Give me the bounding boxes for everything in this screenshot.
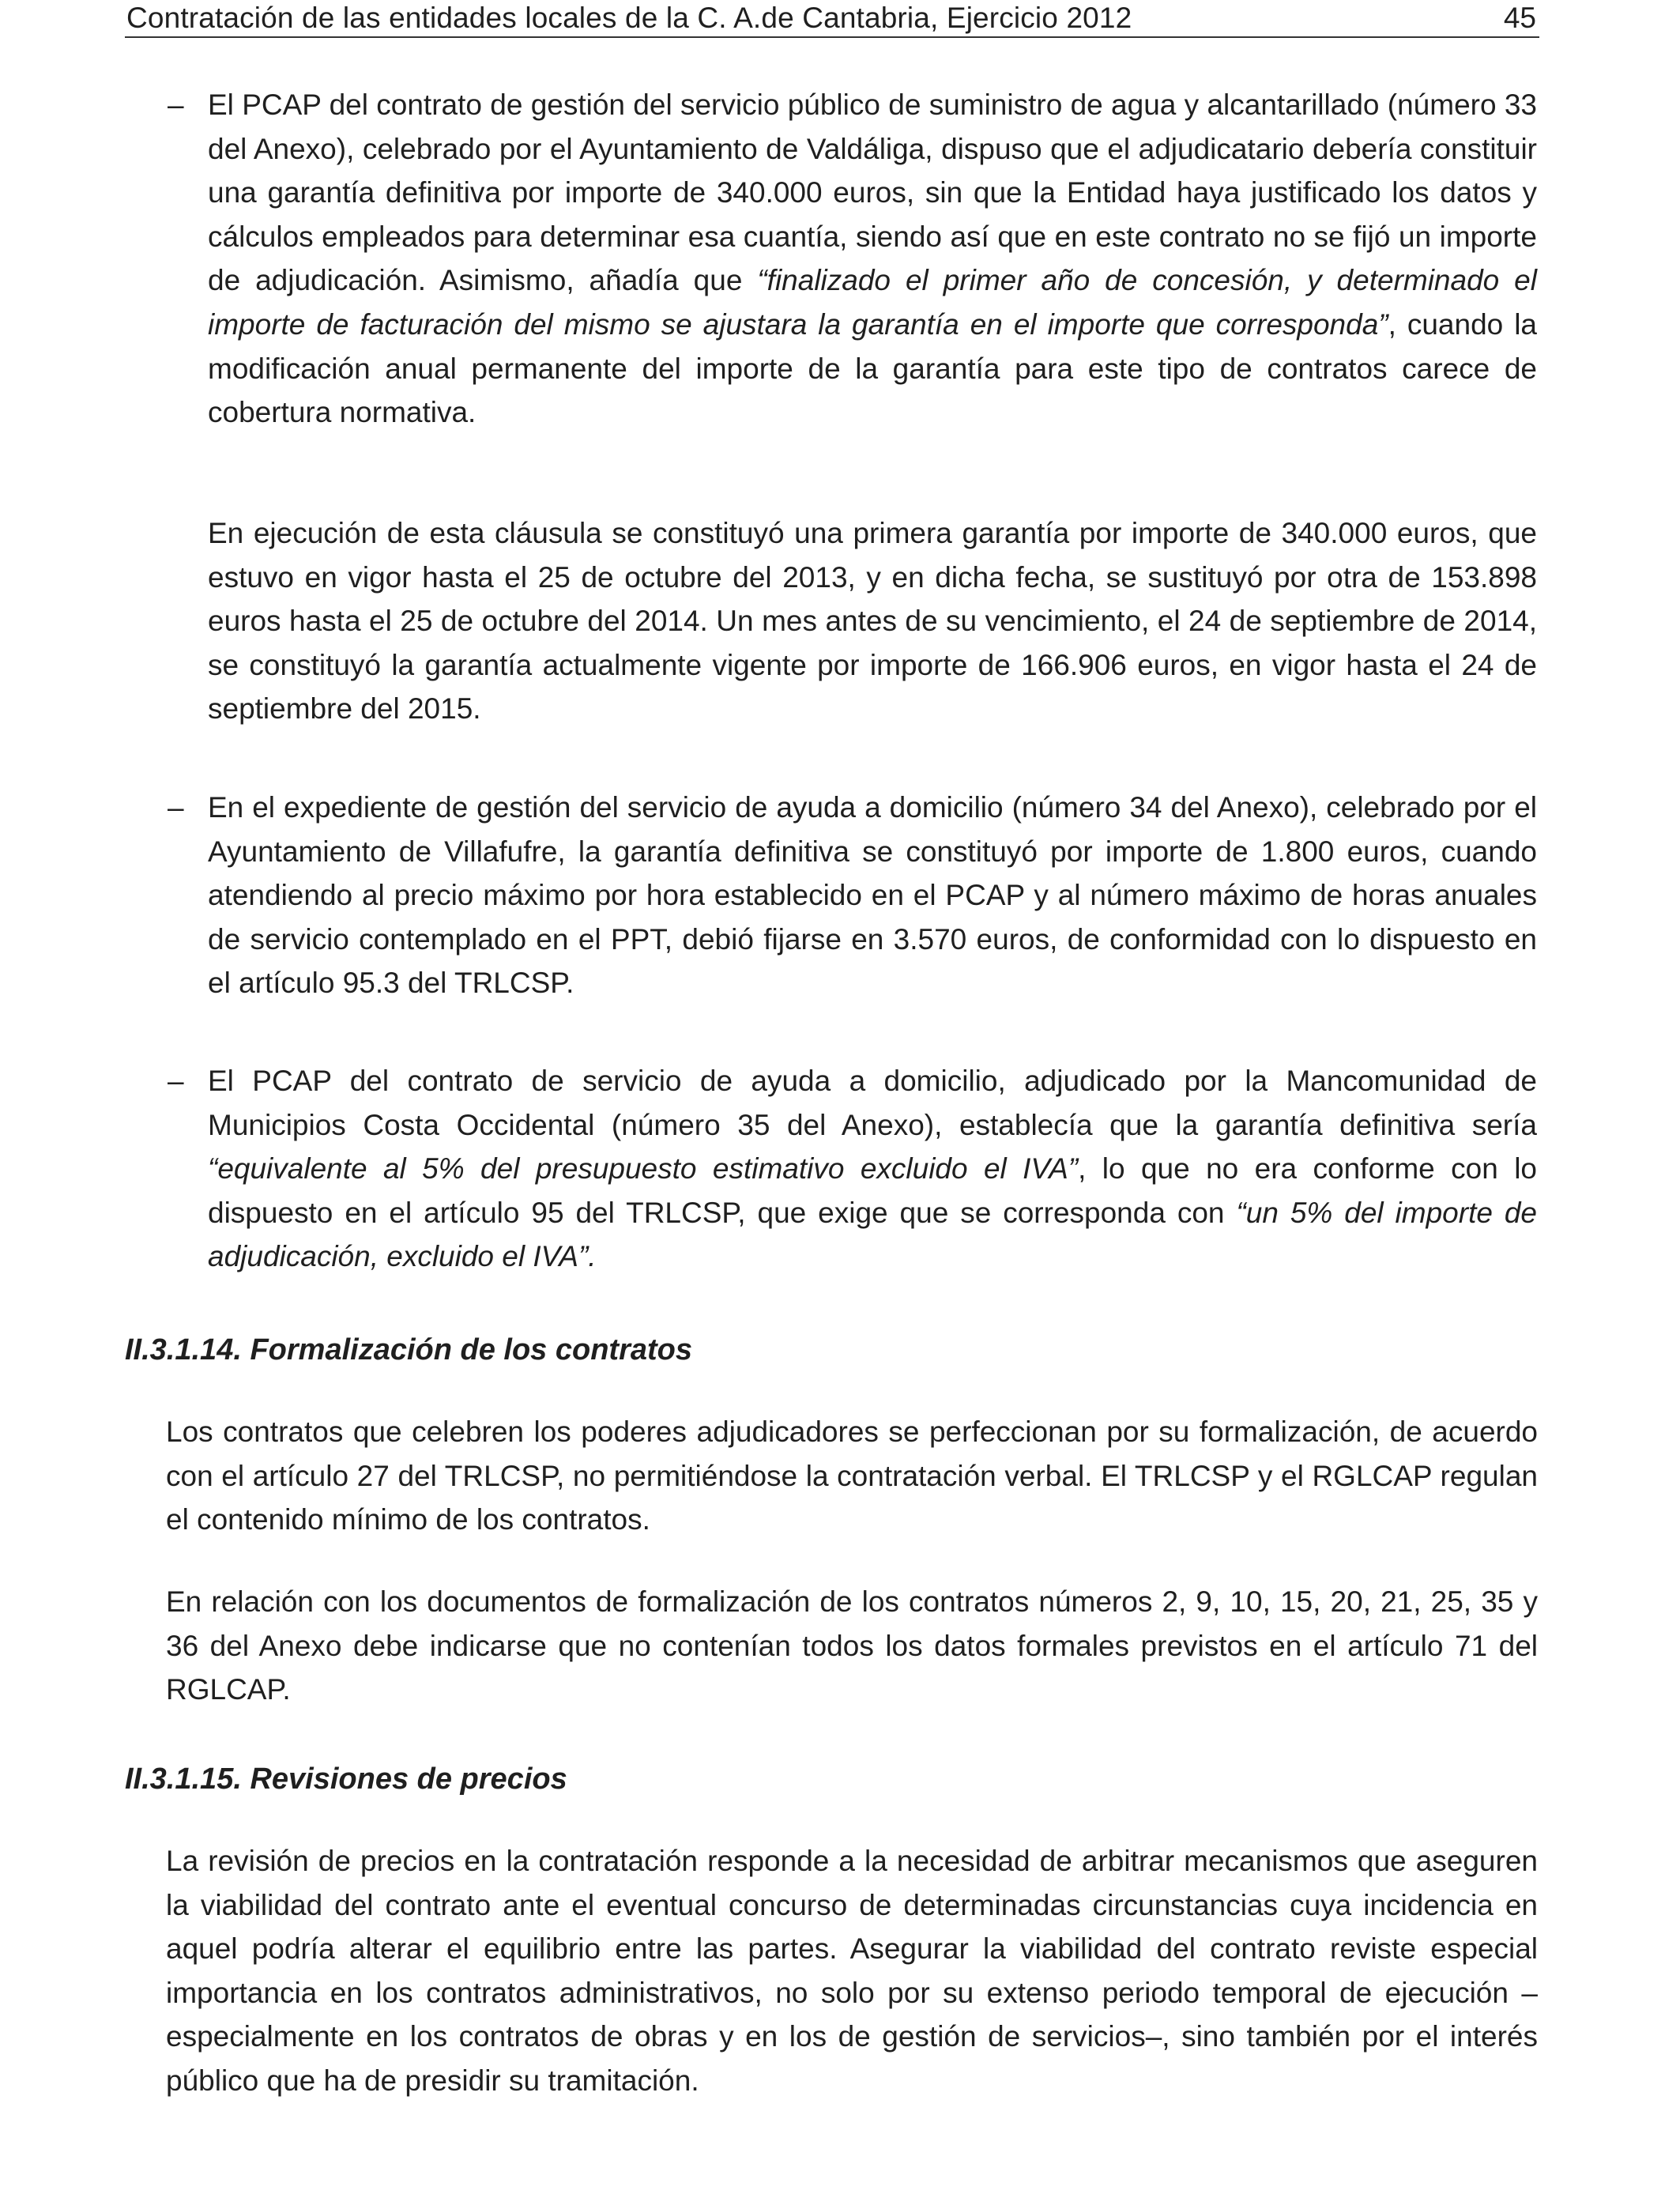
- section14-paragraph-2: En relación con los documentos de formalización de los contratos números 2, 9, 10, 15, 20, 21, 25, 35 y 36 del Anexo debe indicarse que no contenían todos los datos formales previstos en el artículo 71 del RGLCAP.: [166, 1585, 1538, 1706]
- bullet3-quote-2: “un 5% del importe de adjudicación, excluido el IVA”.: [208, 1196, 1538, 1273]
- bullet1-text-b: , cuando la modificación anual permanente del importe de la garantía para este tipo de contratos carece de cobertura normativa.: [208, 307, 1537, 429]
- bullet3-quote-1: “equivalente al 5% del presupuesto estimativo excluido el IVA”: [208, 1152, 1079, 1186]
- section15-paragraph-1: La revisión de precios en la contratación responde a la necesidad de arbitrar mecanismos que aseguren la viabilidad del contrato ante el eventual concurso de determinadas circunstancias cuya incidencia en aquel podría alterar el equilibrio entre las partes. Asegurar la viabilidad del contrato reviste especial importancia en los contratos administrativos, no solo por su extenso periodo temporal de ejecución –especialmente en los contratos de obras y en los de gestión de servicios–, sino también por el interés público que ha de presidir su tramitación.: [166, 1845, 1538, 2097]
- bullet-dash: –: [168, 1065, 184, 1097]
- bullet3-text-a: El PCAP del contrato de servicio de ayuda a domicilio, adjudicado por la Mancomunidad de Municipios Costa Occidental (número 35 del Anexo), establecía que la garantía definitiva sería: [208, 1065, 1537, 1141]
- section-heading-formalizacion: II.3.1.14. Formalización de los contratos: [125, 1333, 692, 1367]
- bullet-dash: –: [168, 89, 184, 121]
- bullet-dash: –: [168, 791, 184, 824]
- page-header: [125, 0, 1539, 38]
- section-heading-revisiones: II.3.1.15. Revisiones de precios: [125, 1762, 567, 1796]
- header-title: Contratación de las entidades locales de la C. A.de Cantabria, Ejercicio 2012: [126, 2, 1132, 34]
- bullet-paragraph-1: [208, 83, 1537, 435]
- bullet3-text-b: , lo que no era conforme con lo dispuesto en el artículo 95 del TRLCSP, que exige que se corresponda con: [208, 1152, 1538, 1229]
- bullet1-paragraph-2: En ejecución de esta cláusula se constituyó una primera garantía por importe de 340.000 euros, que estuvo en vigor hasta el 25 de octubre del 2013, y en dicha fecha, se sustituyó por otra de 153.898 euros hasta el 25 de octubre del 2014. Un mes antes de su vencimiento, el 24 de septiembre de 2014, se constituyó la garantía actualmente vigente por importe de 166.906 euros, en vigor hasta el 24 de septiembre del 2015.: [208, 517, 1537, 726]
- page-number: 45: [1503, 2, 1536, 34]
- bullet-paragraph-2: En el expediente de gestión del servicio de ayuda a domicilio (número 34 del Anexo), celebrado por el Ayuntamiento de Villafufre, la garantía definitiva se constituyó por importe de 1.800 euros, cuando atendiendo al precio máximo por hora establecido en el PCAP y al número máximo de horas anuales de servicio contemplado en el PPT, debió fijarse en 3.570 euros, de conformidad con lo dispuesto en el artículo 95.3 del TRLCSP.: [208, 791, 1537, 1000]
- bullet1-text-a: El PCAP del contrato de gestión del servicio público de suministro de agua y alcantarillado (número 33 del Anexo), celebrado por el Ayuntamiento de Valdáliga, dispuso que el adjudicatario debería constituir una garantía definitiva por importe de 340.000 euros, sin que la Entidad haya justificado los datos y cálculos empleados para determinar esa cuantía, siendo así que en este contrato no se fijó un importe de adjudicación. Asimismo, añadía que: [208, 89, 1537, 297]
- section14-paragraph-1: Los contratos que celebren los poderes adjudicadores se perfeccionan por su formalización, de acuerdo con el artículo 27 del TRLCSP, no permitiéndose la contratación verbal. El TRLCSP y el RGLCAP regulan el contenido mínimo de los contratos.: [166, 1416, 1538, 1536]
- bullet-paragraph-3: [208, 1059, 1537, 1279]
- bullet1-quote: “finalizado el primer año de concesión, y determinado el importe de facturación del mismo se ajustara la garantía en el importe que corresponda”: [208, 264, 1537, 341]
